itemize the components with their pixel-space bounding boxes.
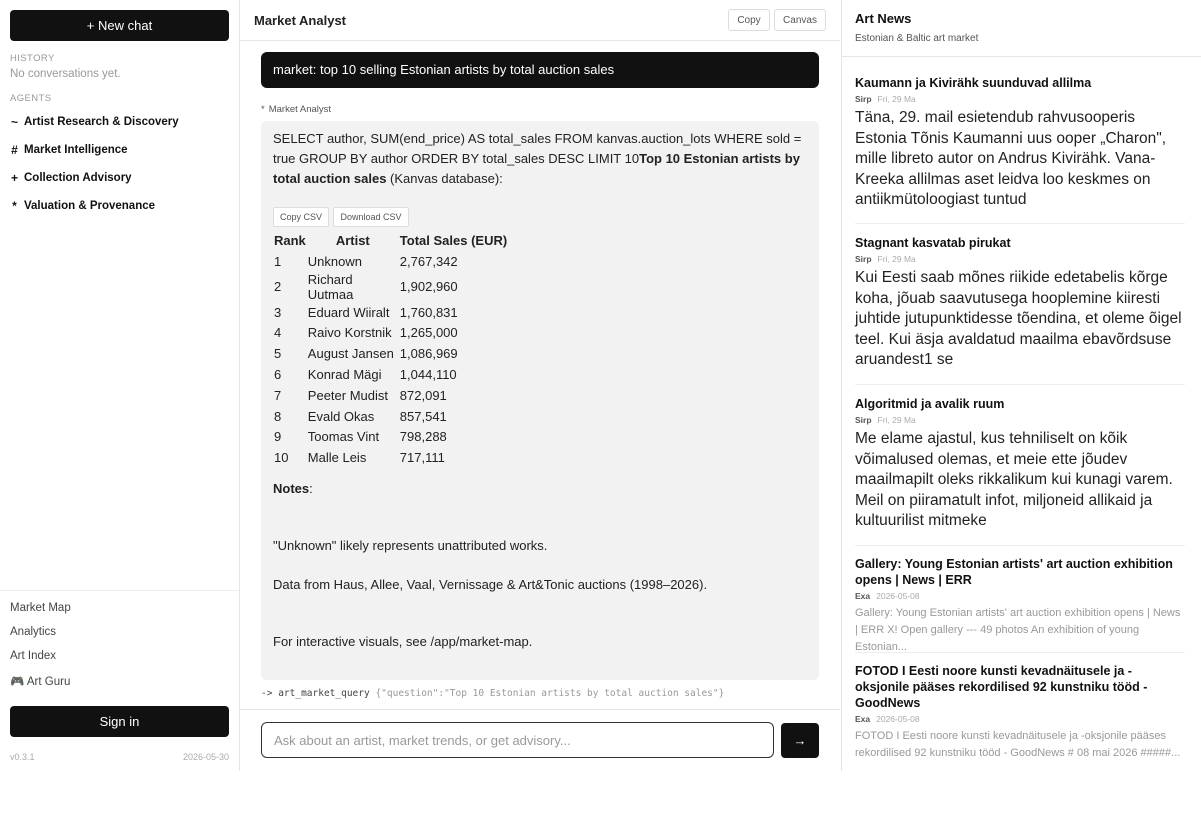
rank-cell: 4 — [274, 325, 282, 341]
news-subtitle: Estonian & Baltic art market — [855, 33, 979, 44]
table-row — [273, 272, 508, 302]
no-conversations-text: No conversations yet. — [10, 68, 121, 80]
sales-cell: 798,288 — [399, 429, 447, 445]
copy-button[interactable]: Copy — [728, 9, 770, 31]
copy-csv-button[interactable]: Copy CSV — [273, 207, 329, 227]
artist-cell: Malle Leis — [307, 450, 367, 466]
column-header: Artist — [335, 233, 370, 248]
article-body: Täna, 29. mail esietendub rahvusooperis Estonia Tõnis Kaumanni uus ooper „Charon", mille libreto autor on Andrus Kivirähk. Vana-Kreeka allilmas aset leidva loo keskmes on antiikmütoloogiast tuntud — [855, 109, 1167, 209]
rank-cell: 6 — [274, 367, 282, 383]
results-table — [273, 230, 508, 468]
news-article[interactable] — [855, 663, 1185, 762]
table-row — [273, 447, 508, 468]
table-row — [273, 364, 508, 385]
article-title: FOTOD I Eesti noore kunsti kevadnäitusele ja -oksjonile pääses rekordilised 92 kunstniku tööd - GoodNews — [855, 664, 1148, 710]
agent-label: Market Intelligence — [24, 144, 128, 156]
hash-icon: # — [11, 143, 18, 157]
rank-cell: 10 — [274, 450, 289, 466]
agent-label: Collection Advisory — [24, 172, 132, 184]
artist-cell: Eduard Wiiralt — [307, 304, 390, 320]
sql-query-text: SELECT author, SUM(end_price) AS total_sales FROM kanvas.auction_lots WHERE sold = true GROUP BY author ORDER BY total_sales DESC LIMIT 10 — [273, 131, 802, 166]
history-label: HISTORY — [10, 53, 55, 64]
table-row — [273, 343, 508, 364]
sales-cell: 1,265,000 — [399, 325, 458, 341]
answer-heading: Top 10 Estonian artists by total auction sales — [273, 151, 800, 186]
table-row — [273, 406, 508, 427]
artist-cell: Toomas Vint — [307, 429, 380, 445]
divider — [855, 384, 1185, 385]
agents-label: AGENTS — [10, 93, 52, 104]
link-art-guru[interactable]: 🎮 Art Guru — [10, 676, 71, 688]
table-row — [273, 385, 508, 406]
article-meta: Sirp Fri, 29 Ma — [855, 94, 916, 104]
sales-cell: 872,091 — [399, 387, 447, 403]
link-analytics[interactable]: Analytics — [10, 626, 57, 638]
chat-input[interactable] — [261, 722, 774, 758]
agent-valuation-provenance[interactable] — [10, 199, 155, 213]
table-row — [273, 427, 508, 448]
chat-panel — [240, 0, 840, 771]
news-article[interactable] — [855, 556, 1185, 653]
artist-cell: Konrad Mägi — [307, 367, 382, 383]
agent-label: Artist Research & Discovery — [24, 116, 179, 128]
divider — [855, 223, 1185, 224]
artist-cell: Raivo Korstnik — [307, 325, 392, 341]
note-unknown: "Unknown" likely represents unattributed works. — [273, 538, 548, 553]
answer-heading-suffix: (Kanvas database): — [386, 171, 503, 186]
rank-cell: 7 — [274, 387, 282, 403]
rank-cell: 8 — [274, 408, 282, 424]
agent-collection-advisory[interactable] — [10, 171, 132, 185]
page-title: Market Analyst — [254, 13, 346, 28]
asterisk-icon: * — [12, 199, 17, 213]
artist-cell: Richard Uutmaa — [307, 271, 354, 302]
artist-cell: Unknown — [307, 253, 362, 269]
article-meta: Sirp Fri, 29 Ma — [855, 254, 916, 264]
new-chat-button[interactable]: + New chat — [10, 10, 229, 41]
answer-intro — [273, 129, 807, 189]
table-row — [273, 302, 508, 323]
chat-header — [240, 0, 840, 41]
sales-cell: 1,086,969 — [399, 346, 458, 362]
column-header: Total Sales (EUR) — [399, 233, 508, 248]
news-article[interactable] — [855, 75, 1185, 211]
sales-cell: 1,760,831 — [399, 304, 458, 320]
sales-cell: 1,044,110 — [399, 367, 457, 383]
rank-cell: 2 — [274, 279, 282, 295]
column-header: Rank — [274, 233, 306, 248]
article-meta: Exa 2026-05-08 — [855, 714, 920, 724]
article-snippet: Gallery: Young Estonian artists' art auction exhibition opens | News | ERR X! Open gallery --- 49 photos An exhibition of young Estonian... — [855, 607, 1181, 653]
note-market-map: For interactive visuals, see /app/market-map. — [273, 634, 533, 649]
news-title: Art News — [855, 11, 912, 26]
artist-cell: Peeter Mudist — [307, 387, 388, 403]
article-snippet: FOTOD I Eesti noore kunsti kevadnäitusele ja -oksjonile pääses rekordilised 92 kunstniku tööd - GoodNews # 08 mai 2026 #####... — [855, 730, 1181, 759]
artist-cell: Evald Okas — [307, 408, 375, 424]
sales-cell: 717,111 — [399, 450, 445, 466]
notes-heading: Notes: — [273, 481, 313, 496]
rank-cell: 3 — [274, 304, 282, 320]
arrow-right-icon: → — [793, 733, 807, 748]
divider — [855, 545, 1185, 546]
link-art-index[interactable]: Art Index — [10, 650, 57, 662]
article-title: Stagnant kasvatab pirukat — [855, 236, 1011, 250]
send-button[interactable] — [781, 723, 819, 758]
agent-artist-research[interactable] — [10, 115, 179, 129]
link-market-map[interactable]: Market Map — [10, 602, 71, 614]
article-meta: Exa 2026-05-08 — [855, 591, 920, 601]
agent-label: Valuation & Provenance — [24, 200, 156, 212]
assistant-message — [261, 121, 819, 680]
agent-market-intelligence[interactable] — [10, 143, 128, 157]
rank-cell: 1 — [274, 253, 282, 269]
tool-name: art_market_query — [278, 688, 370, 699]
sidebar-divider — [0, 590, 239, 591]
article-meta: Sirp Fri, 29 Ma — [855, 415, 916, 425]
left-sidebar — [0, 0, 240, 771]
canvas-button[interactable]: Canvas — [774, 9, 826, 31]
news-article[interactable] — [855, 396, 1185, 532]
sales-cell: 2,767,342 — [399, 253, 458, 269]
rank-cell: 9 — [274, 429, 282, 445]
user-message: market: top 10 selling Estonian artists by total auction sales — [261, 52, 819, 88]
note-data-source: Data from Haus, Allee, Vaal, Vernissage & Art&Tonic auctions (1998–2026). — [273, 577, 708, 592]
artist-cell: August Jansen — [307, 346, 394, 362]
tilde-icon: ~ — [10, 115, 18, 129]
article-title: Algoritmid ja avalik ruum — [855, 397, 1005, 411]
composer — [240, 709, 840, 771]
rank-cell: 5 — [274, 346, 282, 362]
plus-icon: + — [10, 171, 18, 185]
divider — [855, 652, 1185, 653]
news-header — [842, 0, 1201, 57]
asterisk-icon: * — [261, 104, 265, 115]
table-header-row — [273, 230, 508, 251]
news-article[interactable] — [855, 235, 1185, 371]
table-row — [273, 323, 508, 344]
sales-cell: 1,902,960 — [399, 279, 458, 295]
sales-cell: 857,541 — [399, 408, 447, 424]
news-panel — [841, 0, 1200, 771]
version-text: v0.3.1 — [10, 752, 35, 762]
tool-call-line: -> art_market_query {"question":"Top 10 Estonian artists by total auction sales"} — [261, 688, 725, 699]
table-row — [273, 251, 508, 272]
article-body: Me elame ajastul, kus tehniliselt on kõik võimalused olemas, et meie ette jõudev maailmapilt oleks rikkalikum kui kunagi varem. Meil on piiramatult infot, miljoneid allikaid ja kultuurilist mitmeke — [855, 430, 1173, 530]
build-date-text: 2026-05-30 — [182, 752, 229, 762]
article-title: Kaumann ja Kivirähk suunduvad allilma — [855, 76, 1092, 90]
download-csv-button[interactable]: Download CSV — [333, 207, 409, 227]
sign-in-button[interactable]: Sign in — [10, 706, 229, 737]
assistant-label: * Market Analyst — [261, 104, 332, 115]
tool-args: {"question":"Top 10 Estonian artists by total auction sales"} — [375, 688, 725, 699]
article-body: Kui Eesti saab mõnes riikide edetabelis kõrge koha, jõuab saavutusega hooplemine kiiresti juhtide jutupunktidesse tõendina, et oleme õigel teel. Kui äsja avaldatud maailma ebavõrdsuse aruandest1 se — [855, 269, 1182, 369]
article-title: Gallery: Young Estonian artists' art auction exhibition opens | News | ERR — [855, 557, 1173, 587]
